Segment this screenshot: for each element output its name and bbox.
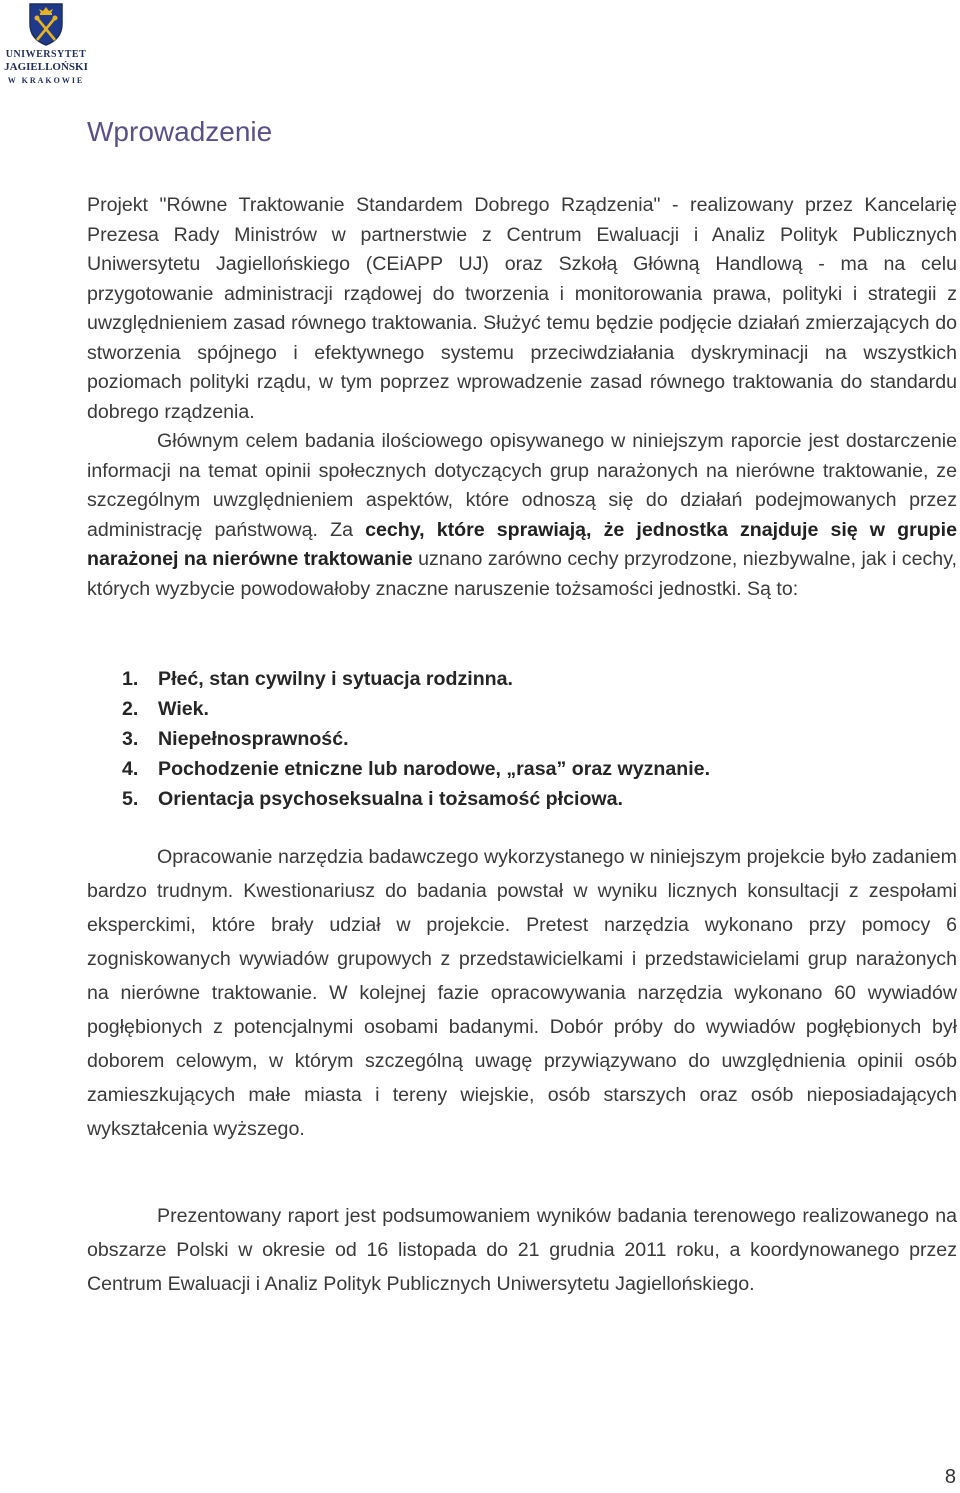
list-item: 5. Orientacja psychoseksualna i tożsamość płciowa.	[122, 788, 623, 810]
summary-text: Prezentowany raport jest podsumowaniem wyników badania terenowego realizowanego na obszarze Polski w okresie od 16 listopada do 21 grudnia 2011 roku, a koordynowanego przez Centrum Ewaluacji i Analiz Polityk Publicznych Uniwersytetu Jagiellońskiego.	[87, 1205, 957, 1295]
intro-bold-text: cechy, które sprawiają, że jednostka znajduje się w grupie narażonej na nierówne traktowanie	[87, 518, 957, 570]
logo-line-3: W KRAKOWIE	[7, 76, 85, 85]
intro-text-3: uznano zarówno cechy przyrodzone, niezbywalne, jak i cechy, których wyzbycie powodowałoby znaczne naruszenie tożsamości jednostki. Są to:	[87, 548, 957, 600]
method-text: Opracowanie narzędzia badawczego wykorzystanego w niniejszym projekcie było zadaniem bardzo trudnym. Kwestionariusz do badania powstał w wyniku licznych konsultacji z zespołami eksperckimi, które brały udział w projekcie. Pretest narzędzia wykonano przy pomocy 6 zogniskowanych wywiadów grupowych z przedstawicielkami i przedstawicielami grup narażonych na nierówne traktowanie. W kolejnej fazie opracowywania narzędzia wykonano 60 wywiadów pogłębionych z potencjalnymi osobami badanymi. Dobór próby do wywiadów pogłębionych był doborem celowym, w którym szczególną uwagę przywiązywano do uwzględnienia opinii osób zamieszkujących małe miasta i tereny wiejskie, osób starszych oraz osób nieposiadających wykształcenia wyższego.	[87, 846, 957, 1140]
intro-text-2: Głównym celem badania ilościowego opisywanego w niniejszym raporcie jest dostarczenie informacji na temat opinii społecznych dotyczących grup narażonych na nierówne traktowanie, ze szczególnym uwzględnieniem aspektów, które odnoszą się do działań podejmowanych przez administrację państwową. Za	[87, 430, 957, 541]
list-item: 4. Pochodzenie etniczne lub narodowe, „rasa” oraz wyznanie.	[122, 758, 711, 780]
intro-text-1: Projekt "Równe Traktowanie Standardem Dobrego Rządzenia" - realizowany przez Kancelarię Prezesa Rady Ministrów w partnerstwie z Centrum Ewaluacji i Analiz Polityk Publicznych Uniwersytetu Jagiellońskiego (CEiAPP UJ) oraz Szkołą Główną Handlową - ma na celu przygotowanie administracji rządowej do tworzenia i monitorowania prawa, polityki i strategii z uwzględnieniem zasad równego traktowania. Służyć temu będzie podjęcie działań zmierzających do stworzenia spójnego i efektywnego systemu przeciwdziałania dyskryminacji na wszystkich poziomach polityki rządu, w tym poprzez wprowadzenie zasad równego traktowania do standardu dobrego rządzenia.	[87, 194, 957, 423]
list-item: 1. Płeć, stan cywilny i sytuacja rodzinna.	[122, 668, 513, 690]
list-item: 3. Niepełnosprawność.	[122, 728, 349, 750]
university-logo	[4, 2, 88, 87]
intro-paragraph	[87, 191, 957, 604]
features-list	[122, 664, 710, 814]
logo-line-2: JAGIELLOŃSKI	[4, 61, 88, 73]
page-number: 8	[944, 1466, 956, 1488]
summary-paragraph	[87, 1199, 957, 1301]
logo-line-1: UNIWERSYTET	[5, 49, 87, 60]
university-crest-icon	[28, 2, 64, 46]
list-item: 2. Wiek.	[122, 698, 210, 720]
page-heading: Wprowadzenie	[87, 116, 273, 147]
method-paragraph	[87, 840, 957, 1146]
